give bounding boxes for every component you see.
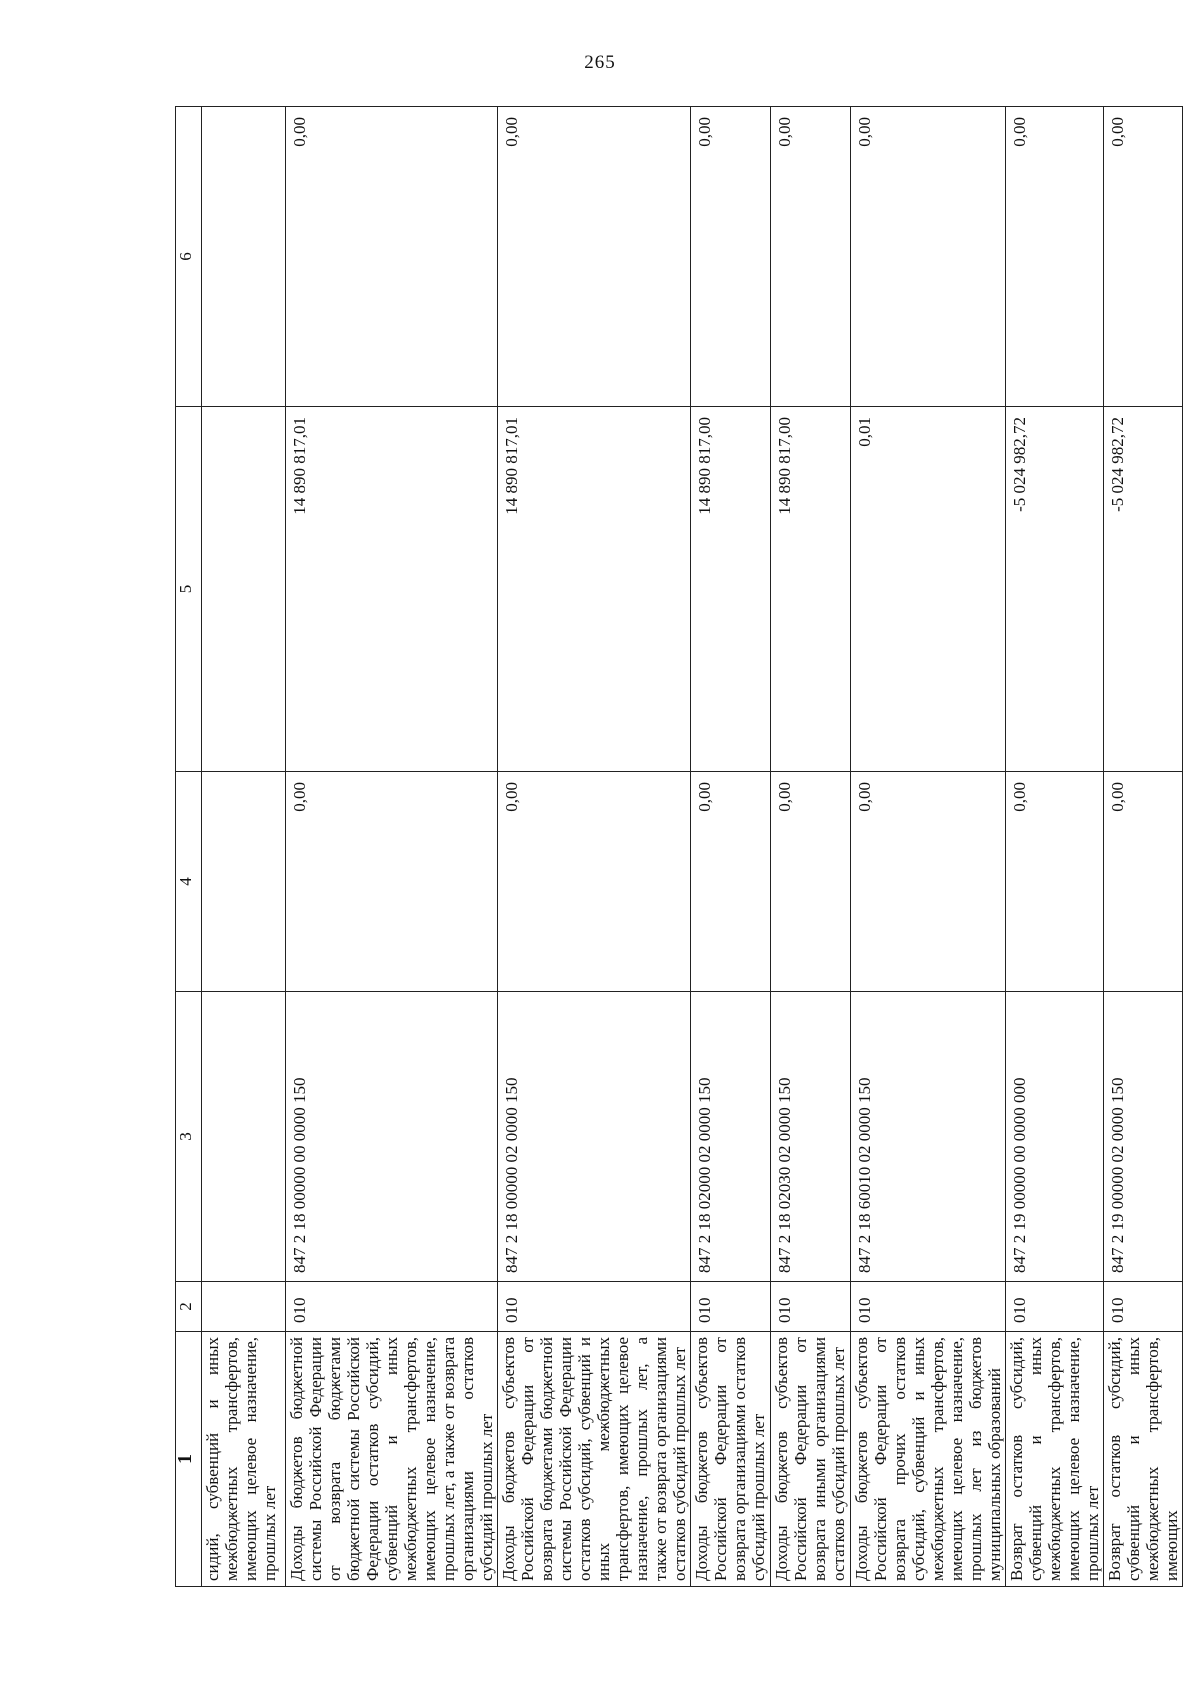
- row-code: 010: [851, 1282, 1006, 1332]
- row-col6: [202, 107, 286, 407]
- column-header: 5: [176, 407, 202, 772]
- row-code: 010: [1006, 1282, 1104, 1332]
- row-name: Доходы бюджетов субъектов Российской Федерации от возврата бюджетами бюджетной системы Российской Федерации остатков субсидий, субвенций и иных межбюджетных трансфертов, имеющих целевое назначение, прошлых лет, а также от возврата организациями остатков субсидий прошлых лет: [498, 1332, 691, 1587]
- row-code: [202, 1282, 286, 1332]
- row-name: Возврат остатков субсидий, субвенций и иных межбюджетных трансфертов, имеющих: [1104, 1332, 1183, 1587]
- row-col5: 0,01: [851, 407, 1006, 772]
- row-col5: 14 890 817,01: [286, 407, 498, 772]
- row-kbk: 847 2 18 60010 02 0000 150: [851, 992, 1006, 1282]
- column-header: 1: [176, 1332, 202, 1587]
- row-name: сидий, субвенций и иных межбюджетных трансфертов, имеющих целевое назначение, прошлых лет: [202, 1332, 286, 1587]
- row-code: 010: [771, 1282, 851, 1332]
- row-col5: 14 890 817,00: [691, 407, 771, 772]
- row-col5: -5 024 982,72: [1006, 407, 1104, 772]
- row-name: Доходы бюджетов субъектов Российской Федерации от возврата иными организациями остатков субсидий прошлых лет: [771, 1332, 851, 1587]
- table-row: [498, 107, 691, 1587]
- column-header: 6: [176, 107, 202, 407]
- column-header: 2: [176, 1282, 202, 1332]
- row-col6: 0,00: [498, 107, 691, 407]
- row-col6: 0,00: [1006, 107, 1104, 407]
- table-row: [851, 107, 1006, 1587]
- row-col5: -5 024 982,72: [1104, 407, 1183, 772]
- row-col4: 0,00: [286, 772, 498, 992]
- rotated-table-wrapper: [174, 107, 1181, 1587]
- row-name: Доходы бюджетов бюджетной системы Российской Федерации от возврата бюджетами бюджетной системы Российской Федерации остатков субсидий, субвенций и иных межбюджетных трансфертов, имеющих целевое назначение, прошлых лет, а также от возврата организациями остатков субсидий прошлых лет: [286, 1332, 498, 1587]
- row-kbk: 847 2 19 00000 02 0000 150: [1104, 992, 1183, 1282]
- row-col5: 14 890 817,00: [771, 407, 851, 772]
- page-number: 265: [584, 52, 616, 73]
- row-code: 010: [286, 1282, 498, 1332]
- row-name: Доходы бюджетов субъектов Российской Федерации от возврата организациями остатков субсидий прошлых лет: [691, 1332, 771, 1587]
- row-kbk: 847 2 19 00000 00 0000 000: [1006, 992, 1104, 1282]
- row-kbk: 847 2 18 02030 02 0000 150: [771, 992, 851, 1282]
- row-col6: 0,00: [851, 107, 1006, 407]
- table-header-row: [176, 107, 202, 1587]
- row-col4: 0,00: [498, 772, 691, 992]
- table-row: [202, 107, 286, 1587]
- row-col4: [202, 772, 286, 992]
- row-col5: 14 890 817,01: [498, 407, 691, 772]
- table-row: [771, 107, 851, 1587]
- row-col6: 0,00: [771, 107, 851, 407]
- row-kbk: 847 2 18 00000 00 0000 150: [286, 992, 498, 1282]
- row-code: 010: [1104, 1282, 1183, 1332]
- budget-table: [175, 106, 1183, 1587]
- table-row: [691, 107, 771, 1587]
- row-name: Доходы бюджетов субъектов Российской Федерации от возврата прочих остатков субсидий, субвенций и иных межбюджетных трансфертов, имеющих целевое назначение, прошлых лет из бюджетов муниципальных образований: [851, 1332, 1006, 1587]
- row-name: Возврат остатков субсидий, субвенций и иных межбюджетных трансфертов, имеющих целевое назначение, прошлых лет: [1006, 1332, 1104, 1587]
- table-row: [286, 107, 498, 1587]
- row-col6: 0,00: [691, 107, 771, 407]
- row-col6: 0,00: [286, 107, 498, 407]
- row-col4: 0,00: [1006, 772, 1104, 992]
- row-col4: 0,00: [771, 772, 851, 992]
- column-header: 3: [176, 992, 202, 1282]
- table-row: [1104, 107, 1183, 1587]
- row-col6: 0,00: [1104, 107, 1183, 407]
- row-col4: 0,00: [1104, 772, 1183, 992]
- row-code: 010: [691, 1282, 771, 1332]
- row-kbk: 847 2 18 02000 02 0000 150: [691, 992, 771, 1282]
- table-row: [1006, 107, 1104, 1587]
- row-col4: 0,00: [851, 772, 1006, 992]
- column-header: 4: [176, 772, 202, 992]
- row-kbk: [202, 992, 286, 1282]
- row-kbk: 847 2 18 00000 02 0000 150: [498, 992, 691, 1282]
- row-col5: [202, 407, 286, 772]
- row-col4: 0,00: [691, 772, 771, 992]
- row-code: 010: [498, 1282, 691, 1332]
